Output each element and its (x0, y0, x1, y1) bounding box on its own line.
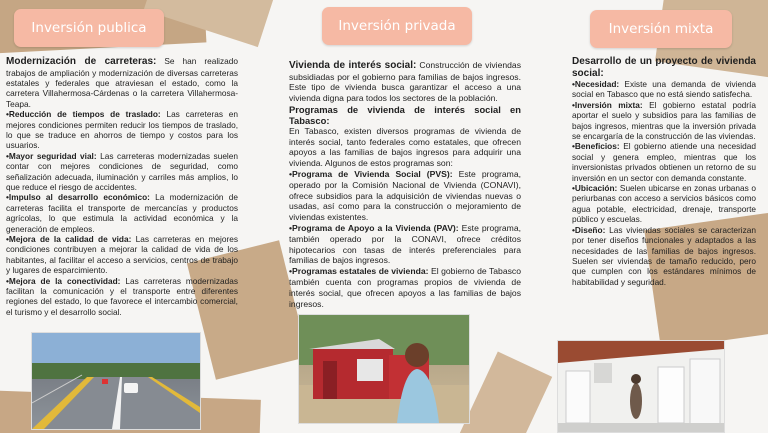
section-heading: Modernización de carreteras: (6, 56, 157, 67)
bullet-label: •Reducción de tiempos de traslado: (6, 109, 161, 120)
bullet-item (6, 234, 238, 276)
title-inversion-privada: Inversión privada (322, 7, 472, 45)
interior-illustration (558, 341, 724, 432)
bullet-text: El gobierno atiende una necesidad social y genera empleo, mientras que los inversionistas privados obtienen un retorno de su inversión en un sector con demanda constante. (572, 141, 756, 183)
paragraph-text: En Tabasco, existen diversos programas de vivienda de interés social, tanto federales como estatales, que ofrecen apoyos a las familias de bajos ingresos para adquirir una vivienda. Algunos de estos programas son: (289, 125, 521, 169)
bullet-text: Las carreteras en mejores condiciones permiten reducir los tiempos de traslado, lo que se traduce en ahorros de tiempo y costos para los usuarios. (6, 109, 238, 151)
paragraph-text: Construcción de viviendas subsidiadas por el gobierno para familias de bajos ingresos. Este tipo de vivienda busca garantizar el acceso a una vivienda digna para todos los sectores de la población. (289, 60, 521, 104)
title-inversion-mixta: Inversión mixta (590, 10, 732, 48)
bullet-text: Las carreteras modernizadas facilitan la comunicación y el transporte entre diferentes regiones del estado, lo que favorece el intercambio comercial, el turismo y el desarrollo social. (6, 275, 238, 317)
column-inversion-mixta (572, 56, 756, 287)
bullet-text: La modernización de carreteras facilita el transporte de mercancías y productos agrícolas, lo que estimula la actividad económica y la generación de empleos. (6, 192, 238, 234)
bullet-item (572, 141, 756, 183)
bullet-text: Existe una demanda de vivienda social en Tabasco que no está siendo satisfecha. (572, 79, 756, 100)
bullet-text: El gobierno de Tabasco también cuenta con programas propios de vivienda de interés social, que ofrecen apoyos a las familias de bajos ingresos. (289, 266, 521, 309)
bullet-text: Este programa, también operado por la CONAVI, ofrece créditos hipotecarios con tasas de interés preferenciales para familias de bajos ingresos. (289, 223, 522, 266)
bullet-label: •Necesidad: (572, 79, 620, 89)
bullet-item (289, 266, 521, 309)
torn-paper-decoration (460, 352, 552, 433)
column-inversion-publica (6, 56, 238, 317)
bullet-text: Las carreteras modernizadas suelen contar con mejores condiciones de seguridad, como señalización adecuada, iluminación y carriles más amplios, lo que reduce el riesgo de accidentes. (6, 150, 239, 192)
house-illustration (299, 315, 469, 423)
title-inversion-publica: Inversión publica (14, 9, 164, 47)
paragraph-text: Se han realizado trabajos de ampliación y modernización de diversas carreteras estatales y federales que atraviesan el estado, como la carretera Villahermosa-Cárdenas o la carretera Villahermosa-Teapa. (6, 56, 239, 109)
bullet-text: El gobierno estatal podría aportar el suelo y subsidios para las familias de bajos ingresos, mientras que la inversión privada se encargaría de la construcción de las viviendas. (572, 99, 756, 142)
bullet-label: •Impulso al desarrollo económico: (6, 192, 150, 203)
bullet-item (572, 100, 756, 142)
highway-illustration (32, 333, 200, 429)
bullet-item (6, 151, 238, 193)
bullet-item (6, 192, 238, 234)
bullet-text: Este programa, operado por la Comisión Nacional de Vivienda (CONAVI), ofrece subsidios para la adquisición de viviendas nuevas o usadas, así como para la construcción o mejoramiento de viviendas existentes. (289, 169, 522, 223)
bullet-text: Las carreteras en mejores condiciones contribuyen a mejorar la calidad de vida de los habitantes, al facilitar el acceso a servicios, centros de trabajo y lugares de esparcimiento. (6, 234, 238, 276)
highway-photo (31, 332, 201, 430)
bullet-label: •Mejora de la conectividad: (6, 275, 121, 286)
intro-paragraph (289, 60, 521, 104)
column-inversion-privada (289, 60, 521, 309)
bullet-label: •Diseño: (572, 224, 606, 235)
bullet-text: Las viviendas sociales se caracterizan por tener diseños funcionales y adaptados a las necesidades de las familias de bajos ingresos. Suelen ser viviendas de tamaño reducido, pero que cumplen con los estándares mínimos de habitabilidad y seguridad. (572, 224, 756, 287)
bullet-item (289, 223, 521, 266)
bullet-label: •Ubicación: (572, 183, 618, 194)
interior-photo (557, 340, 725, 433)
bullet-item (572, 79, 756, 100)
bullet-label: •Programa de Vivienda Social (PVS): (289, 169, 453, 180)
bullet-label: •Programa de Apoyo a la Vivienda (PAV): (289, 223, 459, 234)
bullet-label: •Programas estatales de vivienda: (289, 266, 429, 277)
bullet-item (572, 225, 756, 287)
section-heading: Vivienda de interés social: (289, 60, 417, 71)
intro-paragraph (6, 56, 238, 109)
bullet-label: •Mejora de la calidad de vida: (6, 234, 132, 244)
house-man-photo (298, 314, 470, 424)
bullet-label: •Inversión mixta: (572, 99, 643, 110)
section-heading: Desarrollo de un proyecto de vivienda social: (572, 56, 756, 79)
bullet-label: •Beneficios: (572, 141, 620, 152)
bullet-item (6, 276, 238, 318)
bullet-item (572, 183, 756, 225)
bullet-text: Suelen ubicarse en zonas urbanas o periurbanas con acceso a servicios básicos como agua potable, electricidad, drenaje, transporte público y escuelas. (572, 183, 756, 225)
bullet-label: •Mayor seguridad vial: (6, 150, 97, 161)
bullet-item (289, 169, 521, 223)
subheading: Programas de vivienda de interés social en Tabasco: (289, 103, 521, 126)
bullet-item (6, 109, 238, 151)
